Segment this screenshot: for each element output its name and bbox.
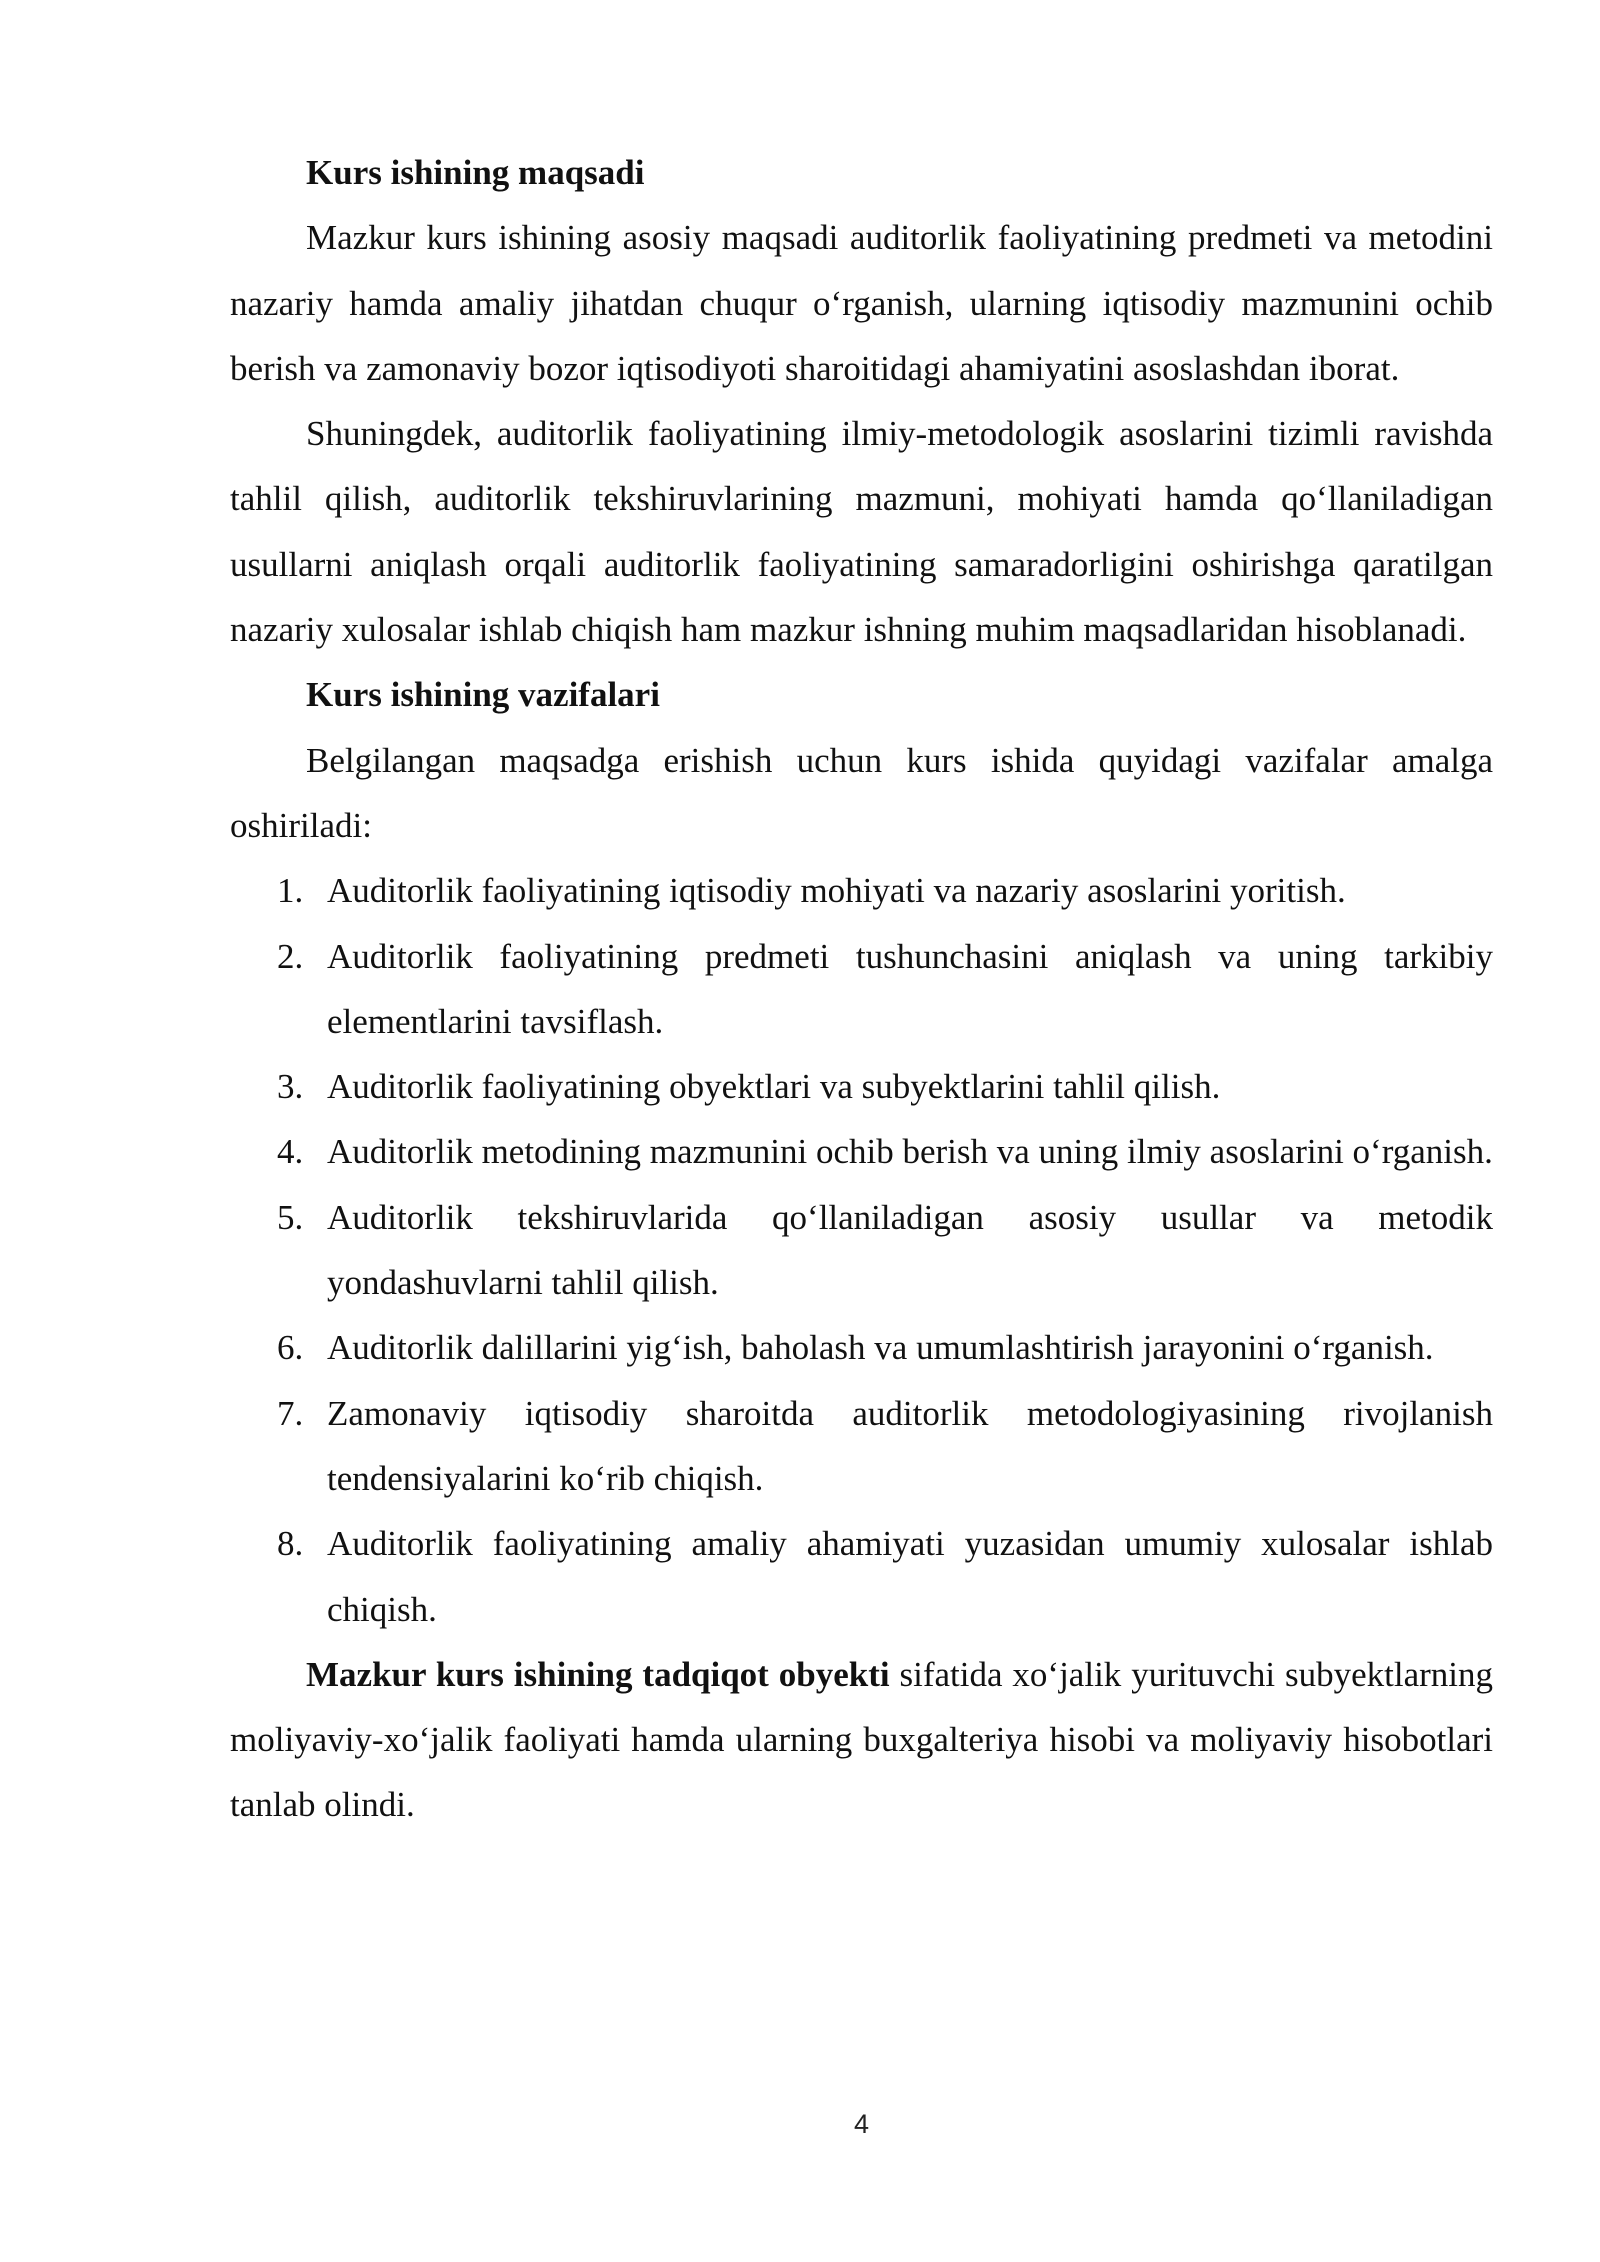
research-object-lead: Mazkur kurs ishining tadqiqot obyekti: [306, 1654, 890, 1694]
task-number: 7.: [277, 1393, 304, 1433]
goal-heading: Kurs ishining maqsadi: [306, 153, 645, 192]
task-item-5: [230, 1185, 1493, 1316]
task-text: Zamonaviy iqtisodiy sharoitda auditorlik metodologiyasining rivojlanish tendensiyalarini ko‘rib chiqish.: [327, 1393, 1493, 1498]
task-number: 1.: [277, 871, 304, 911]
task-text: Auditorlik metodining mazmunini ochib berish va uning ilmiy asoslarini o‘rganish.: [327, 1132, 1493, 1172]
task-number: 3.: [277, 1067, 304, 1107]
task-number: 4.: [277, 1132, 304, 1172]
task-text: Auditorlik faoliyatining predmeti tushunchasini aniqlash va uning tarkibiy elementlarini tavsiflash.: [327, 936, 1493, 1041]
task-item-2: [230, 924, 1493, 1055]
task-text: Auditorlik faoliyatining obyektlari va subyektlarini tahlil qilish.: [327, 1067, 1221, 1107]
task-item-8: [230, 1511, 1493, 1642]
tasks-intro: Belgilangan maqsadga erishish uchun kurs ishida quyidagi vazifalar amalga oshiriladi:: [230, 740, 1493, 845]
task-number: 8.: [277, 1524, 304, 1564]
task-item-4: [230, 1119, 1493, 1184]
tasks-heading: Kurs ishining vazifalari: [306, 675, 660, 715]
task-number: 6.: [277, 1328, 304, 1368]
task-item-1: [230, 858, 1493, 923]
research-object-text: sifatida xo‘jalik yurituvchi subyektlarning moliyaviy-xo‘jalik faoliyati hamda ularning buxgalteriya hisobi va moliyaviy hisobotlari tanlab olindi.: [230, 1654, 1493, 1825]
task-item-6: [230, 1315, 1493, 1380]
goal-paragraph-1: Mazkur kurs ishining asosiy maqsadi auditorlik faoliyatining predmeti va metodini nazariy hamda amaliy jihatdan chuqur o‘rganish, ularning iqtisodiy mazmunini ochib berish va zamonaviy bozor iqtisodiyoti sharoitidagi ahamiyatini asoslashdan iborat.: [230, 218, 1493, 388]
task-text: Auditorlik tekshiruvlarida qo‘llaniladigan asosiy usullar va metodik yondashuvlarni tahlil qilish.: [327, 1197, 1493, 1303]
task-text: Auditorlik dalillarini yig‘ish, baholash va umumlashtirish jarayonini o‘rganish.: [327, 1328, 1434, 1368]
document-page: [230, 140, 1493, 1838]
task-number: 5.: [277, 1197, 304, 1237]
research-object-paragraph: [230, 1642, 1493, 1838]
task-text: Auditorlik faoliyatining amaliy ahamiyati yuzasidan umumiy xulosalar ishlab chiqish.: [327, 1524, 1493, 1629]
task-item-7: [230, 1381, 1493, 1512]
task-text: Auditorlik faoliyatining iqtisodiy mohiyati va nazariy asoslarini yoritish.: [327, 871, 1346, 911]
goal-paragraph-2: Shuningdek, auditorlik faoliyatining ilmiy-metodologik asoslarini tizimli ravishda tahlil qilish, auditorlik tekshiruvlarining mazmuni, mohiyati hamda qo‘llaniladigan usullarni aniqlash orqali auditorlik faoliyatining samaradorligini oshirishga qaratilgan nazariy xulosalar ishlab chiqish ham mazkur ishning muhim maqsadlaridan hisoblanadi.: [230, 414, 1493, 650]
task-item-3: [230, 1054, 1493, 1119]
task-number: 2.: [277, 936, 304, 976]
page-number: 4: [853, 2109, 870, 2139]
tasks-list: [230, 858, 1493, 1642]
